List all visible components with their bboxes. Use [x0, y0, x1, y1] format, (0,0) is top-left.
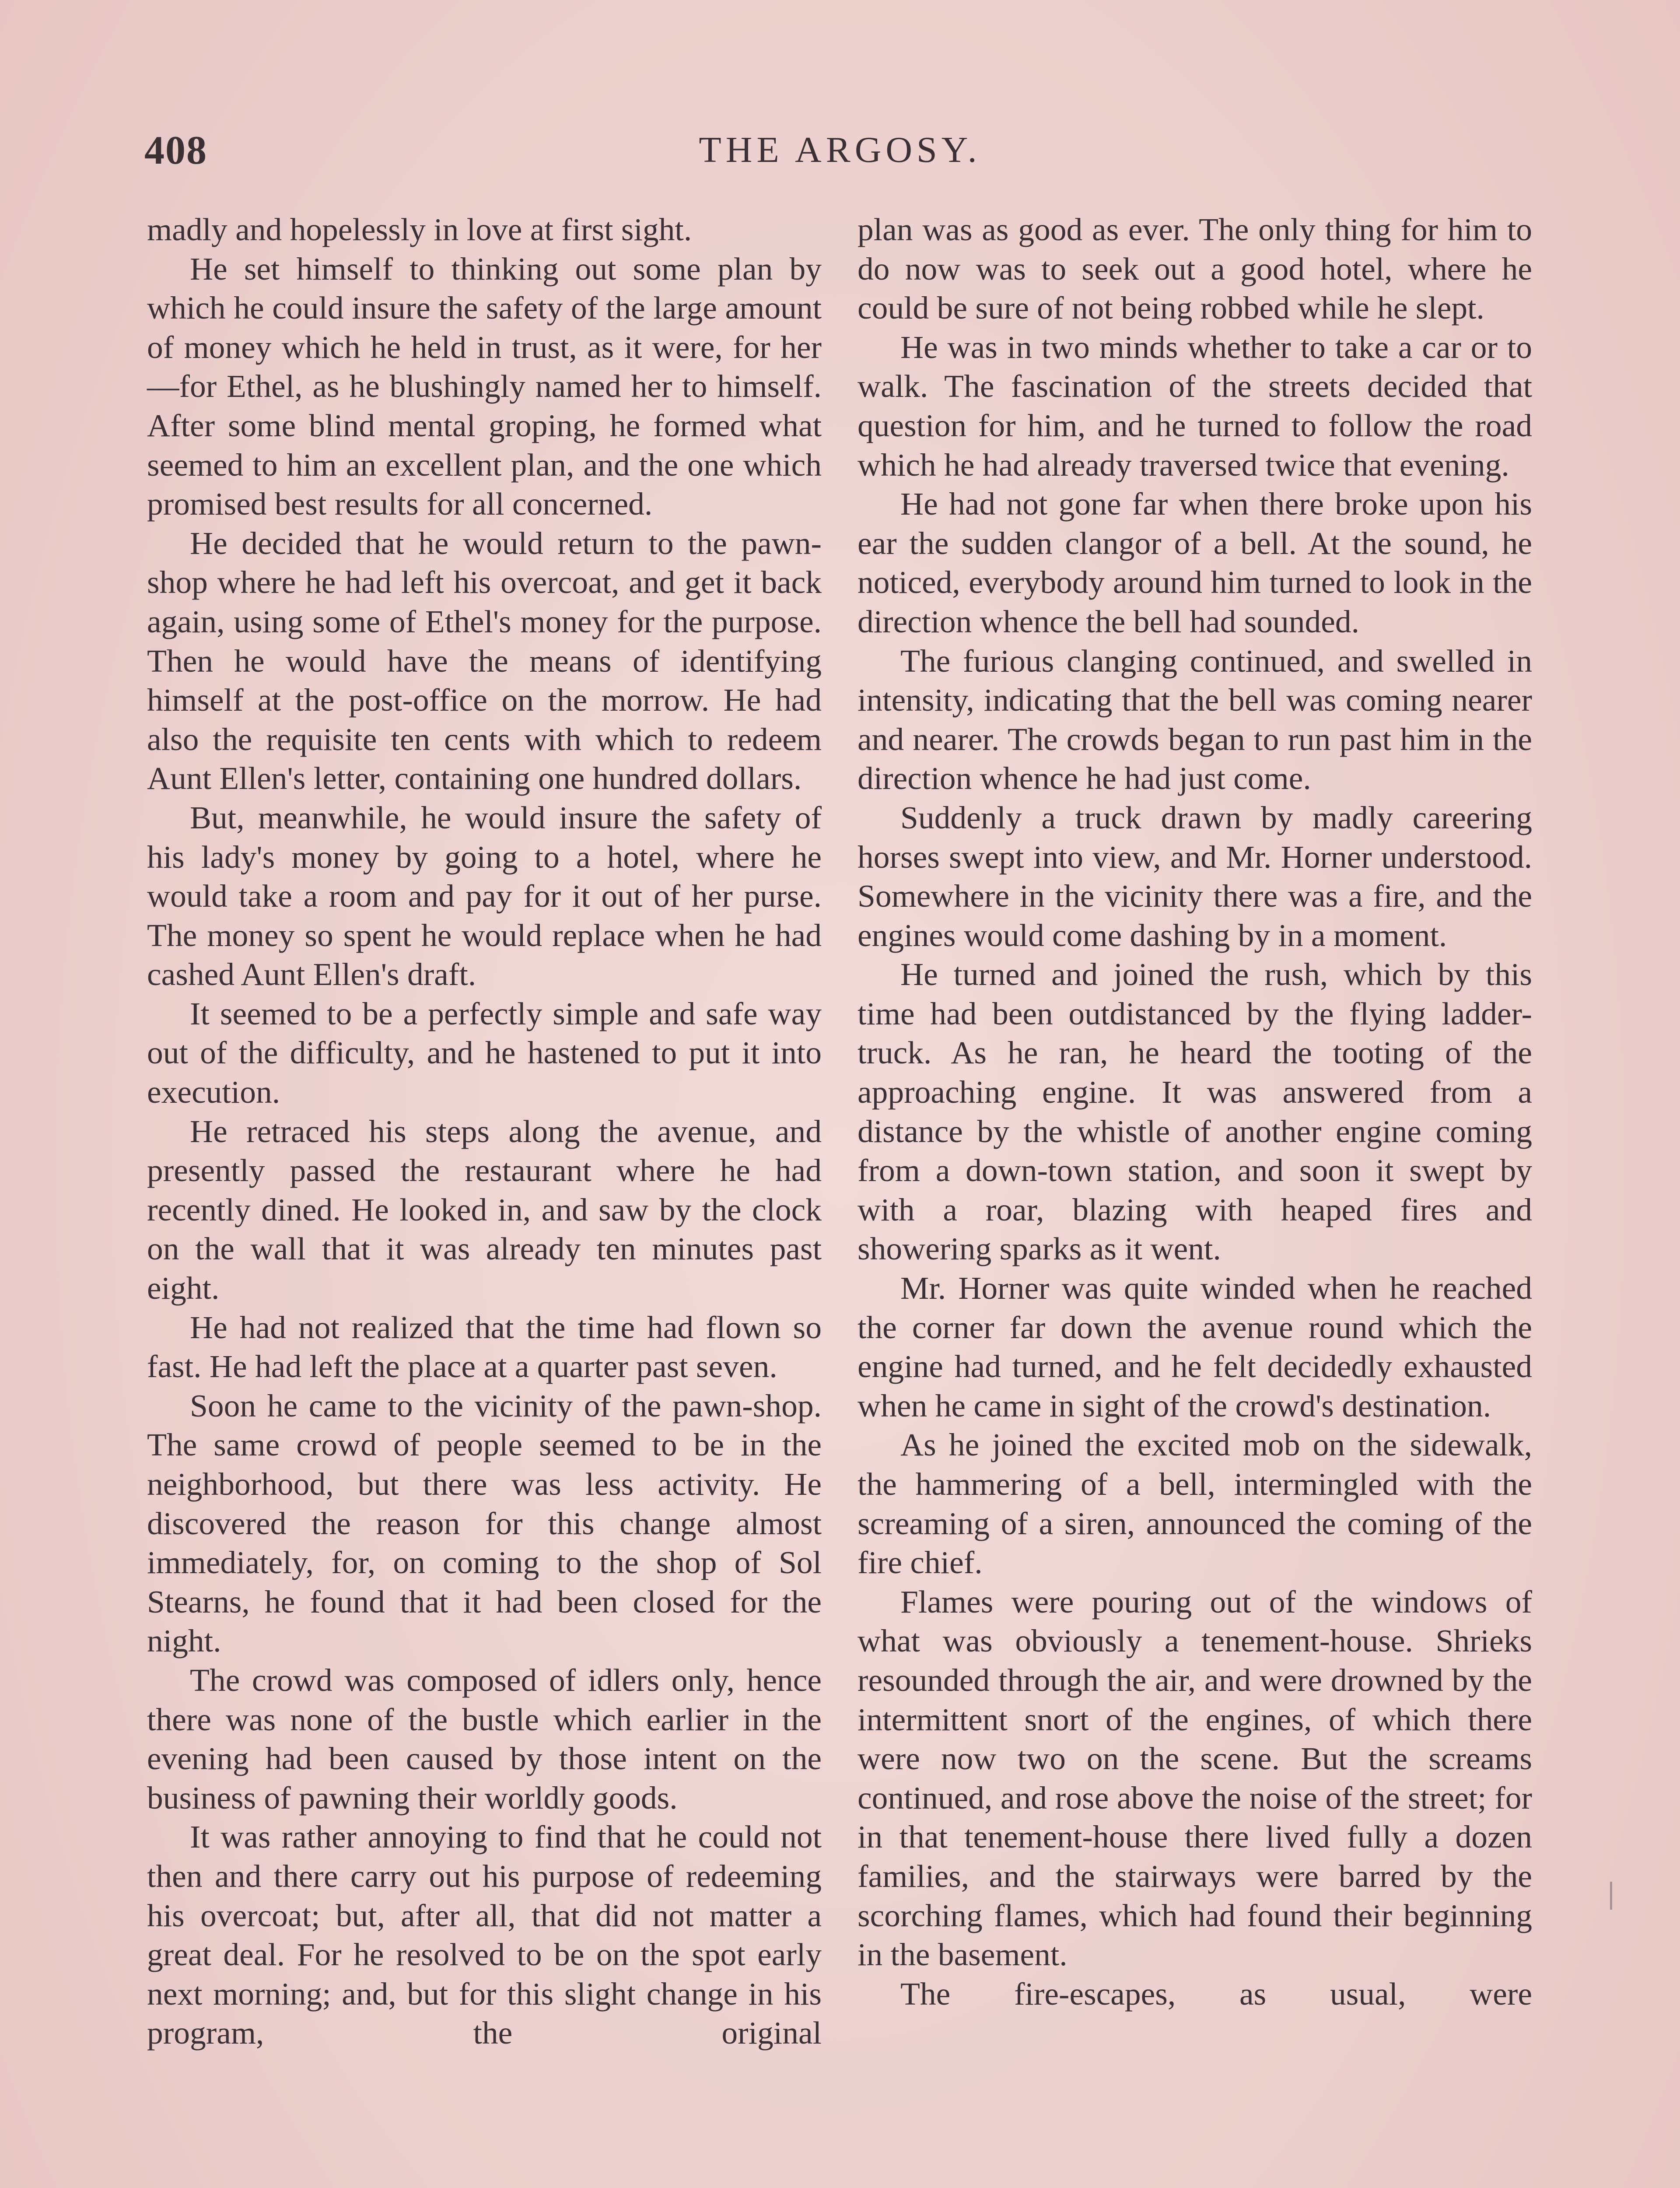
- paper-mark: [1610, 1882, 1612, 1910]
- paragraph: He set himself to thinking out some plan by which he could insure the safety of the large amount of money which he held in trust, as it were, for her—for Ethel, as he blushingly named her to himself. After some blind mental groping, he formed what seemed to him an excellent plan, and the one which promised best results for all concerned.: [147, 251, 822, 522]
- right-column: [858, 210, 1532, 2013]
- page-number: 408: [144, 128, 207, 172]
- paragraph: The fire-escapes, as usual, were: [900, 1976, 1532, 2012]
- paragraph: He retraced his steps along the avenue, and presently passed the restaurant where he had recently dined. He looked in, and saw by the clock on the wall that it was already ten minutes past eight.: [147, 1113, 822, 1306]
- paragraph: madly and hopelessly in love at first sight.: [147, 212, 692, 247]
- paragraph: As he joined the excited mob on the sidewalk, the hammering of a bell, intermingled with the screaming of a siren, announced the coming of the fire chief.: [858, 1427, 1532, 1581]
- paragraph: But, meanwhile, he would insure the safety of his lady's money by going to a hotel, where he would take a room and pay for it out of her purse. The money so spent he would replace when he had cashed Aunt Ellen's draft.: [147, 799, 822, 992]
- paragraph: He turned and joined the rush, which by this time had been outdistanced by the flying ladder-truck. As he ran, he heard the tooting of the approaching engine. It was answered from a distance by the whistle of another engine coming from a down-town station, and soon it swept by with a roar, blazing with heaped fires and showering sparks as it went.: [858, 957, 1532, 1267]
- paragraph: Mr. Horner was quite winded when he reached the corner far down the avenue round which the engine had turned, and he felt decidedly exhausted when he came in sight of the crowd's destination.: [858, 1270, 1532, 1424]
- paragraph: Suddenly a truck drawn by madly careering horses swept into view, and Mr. Horner understood. Somewhere in the vicinity there was a fire, and the engines would come dashing by in a moment.: [858, 799, 1532, 953]
- paragraph: It was rather annoying to find that he could not then and there carry out his purpose of redeeming his overcoat; but, after all, that did not matter a great deal. For he resolved to be on the spot early next morning; and, but for this slight change in his program, the original: [147, 1819, 822, 2051]
- paragraph: plan was as good as ever. The only thing for him to do now was to seek out a good hotel, where he could be sure of not being robbed while he slept.: [858, 212, 1532, 326]
- paragraph: The furious clanging continued, and swelled in intensity, indicating that the bell was coming nearer and nearer. The crowds began to run past him in the direction whence he had just come.: [858, 643, 1532, 796]
- paragraph: The crowd was composed of idlers only, hence there was none of the bustle which earlier in the evening had been caused by those intent on the business of pawning their worldly goods.: [147, 1662, 822, 1816]
- paragraph: Soon he came to the vicinity of the pawn-shop. The same crowd of people seemed to be in the neighborhood, but there was less activity. He discovered the reason for this change almost immediately, for, on coming to the shop of Sol Stearns, he found that it had been closed for the night.: [147, 1388, 822, 1659]
- paragraph: He decided that he would return to the pawn-shop where he had left his overcoat, and get it back again, using some of Ethel's money for the purpose. Then he would have the means of identifying himself at the post-office on the morrow. He had also the requisite ten cents with which to redeem Aunt Ellen's letter, containing one hundred dollars.: [147, 525, 822, 796]
- paragraph: He had not gone far when there broke upon his ear the sudden clangor of a bell. At the sound, he noticed, everybody around him turned to look in the direction whence the bell had sounded.: [858, 486, 1532, 639]
- paragraph: It seemed to be a perfectly simple and safe way out of the difficulty, and he hastened to put it into execution.: [147, 996, 822, 1110]
- left-column: [147, 210, 822, 2053]
- paragraph: He had not realized that the time had flown so fast. He had left the place at a quarter past seven.: [147, 1309, 822, 1385]
- paragraph: He was in two minds whether to take a car or to walk. The fascination of the streets decided that question for him, and he turned to follow the road which he had already traversed twice that evening.: [858, 329, 1532, 483]
- paragraph: Flames were pouring out of the windows of what was obviously a tenement-house. Shrieks resounded through the air, and were drowned by the intermittent snort of the engines, of which there were now two on the scene. But the screams continued, and rose above the noise of the street; for in that tenement-house there lived fully a dozen families, and the stairways were barred by the scorching flames, which had found their beginning in the basement.: [858, 1584, 1532, 1973]
- running-head: THE ARGOSY.: [699, 130, 981, 170]
- page-header: [144, 127, 1536, 184]
